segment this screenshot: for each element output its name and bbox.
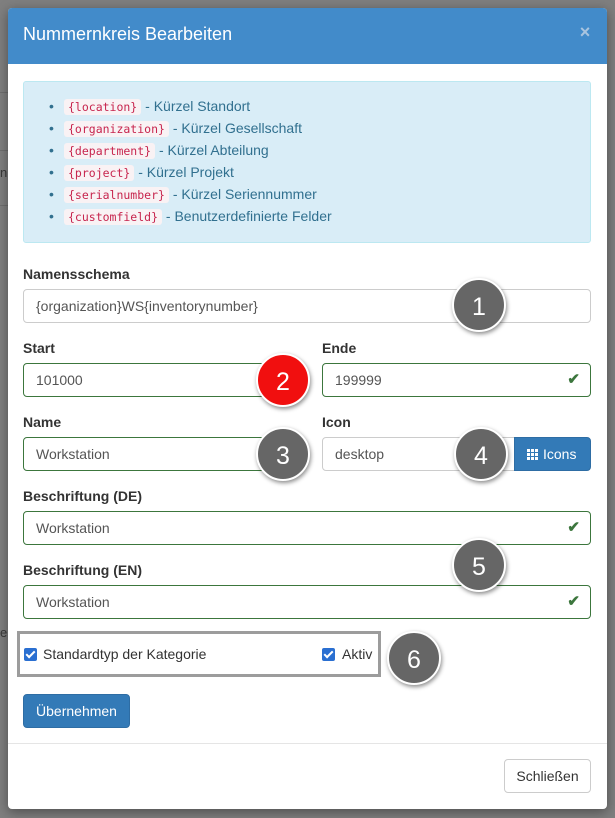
- caption-en-input[interactable]: [23, 585, 591, 619]
- start-value: 101000: [36, 372, 83, 388]
- list-item: [64, 95, 332, 117]
- schema-value: {organization}WS{inventorynumber}: [36, 298, 258, 314]
- active-label: Aktiv: [342, 646, 373, 662]
- list-item: [64, 161, 332, 183]
- placeholder-code: {project}: [64, 165, 134, 181]
- edit-number-range-dialog: [8, 8, 607, 809]
- placeholder-description: - Benutzerdefinierte Felder: [165, 208, 332, 224]
- start-input[interactable]: [23, 363, 292, 397]
- caption-en-value: Workstation: [36, 594, 110, 610]
- callout-badge-3: 3: [256, 427, 310, 481]
- placeholder-code: {location}: [64, 99, 141, 115]
- close-icon[interactable]: ×: [579, 22, 591, 42]
- schema-label: Namensschema: [23, 266, 130, 282]
- icon-label: Icon: [322, 414, 351, 430]
- check-icon: ✔: [567, 371, 580, 388]
- caption-en-label: Beschriftung (EN): [23, 562, 142, 578]
- dialog-title: Nummernkreis Bearbeiten: [23, 24, 233, 44]
- default-type-label: Standardtyp der Kategorie: [43, 646, 207, 662]
- callout-badge-5: 5: [452, 538, 506, 592]
- icons-button[interactable]: [514, 437, 591, 471]
- placeholder-list: [64, 95, 332, 227]
- close-button[interactable]: Schließen: [504, 759, 591, 793]
- placeholder-info-box: [23, 81, 591, 243]
- check-icon: ✔: [567, 519, 580, 536]
- apply-button[interactable]: Übernehmen: [23, 694, 130, 728]
- end-input[interactable]: [322, 363, 591, 397]
- placeholder-description: - Kürzel Abteilung: [158, 142, 269, 158]
- backdrop-text: n: [0, 165, 8, 180]
- callout-badge-6: 6: [387, 631, 441, 685]
- name-value: Workstation: [36, 446, 110, 462]
- caption-de-value: Workstation: [36, 520, 110, 536]
- placeholder-description: - Kürzel Standort: [145, 98, 251, 114]
- name-label: Name: [23, 414, 62, 430]
- placeholder-code: {serialnumber}: [64, 187, 169, 203]
- check-icon: ✔: [567, 593, 580, 610]
- placeholder-code: {organization}: [64, 121, 169, 137]
- caption-de-label: Beschriftung (DE): [23, 488, 142, 504]
- icon-value: desktop: [335, 446, 385, 462]
- caption-de-input[interactable]: [23, 511, 591, 545]
- end-label: Ende: [322, 340, 357, 356]
- active-checkbox[interactable]: [322, 648, 335, 661]
- placeholder-code: {department}: [64, 143, 155, 159]
- placeholder-code: {customfield}: [64, 209, 162, 225]
- dialog-header: [8, 8, 607, 64]
- start-label: Start: [23, 340, 55, 356]
- backdrop-text: e: [0, 625, 8, 640]
- grid-icon: [527, 449, 538, 460]
- end-value: 199999: [335, 372, 382, 388]
- list-item: [64, 117, 332, 139]
- placeholder-description: - Kürzel Gesellschaft: [172, 120, 302, 136]
- list-item: [64, 139, 332, 161]
- placeholder-description: - Kürzel Seriennummer: [172, 186, 317, 202]
- callout-badge-4: 4: [454, 427, 508, 481]
- callout-badge-1: 1: [452, 278, 506, 332]
- footer-divider: [8, 743, 607, 744]
- default-type-checkbox[interactable]: [24, 648, 37, 661]
- name-input[interactable]: [23, 437, 292, 471]
- callout-badge-2: 2: [256, 353, 310, 407]
- icons-button-label: Icons: [543, 446, 577, 462]
- list-item: [64, 183, 332, 205]
- placeholder-description: - Kürzel Projekt: [138, 164, 234, 180]
- list-item: [64, 205, 332, 227]
